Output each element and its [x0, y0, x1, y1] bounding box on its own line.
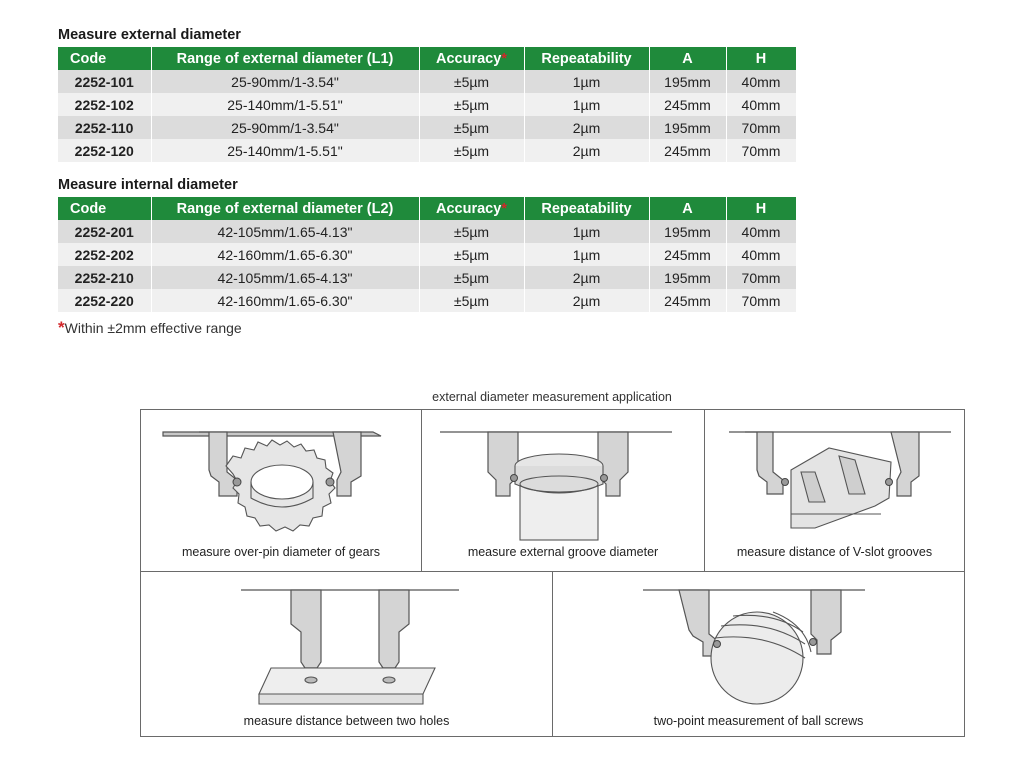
- table-row: [58, 289, 796, 312]
- accuracy-asterisk: *: [501, 50, 507, 67]
- header-a: A: [649, 197, 726, 220]
- header-h: H: [726, 47, 796, 70]
- cell-range: 42-160mm/1.65-6.30": [151, 243, 419, 266]
- external-section-title: Measure external diameter: [58, 27, 241, 43]
- header-repeatability: Repeatability: [524, 197, 649, 220]
- cell-code: 2252-101: [58, 70, 151, 93]
- cell-accuracy: ±5µm: [419, 116, 524, 139]
- cell-accuracy: ±5µm: [419, 70, 524, 93]
- cell-accuracy: ±5µm: [419, 139, 524, 162]
- table-row: [58, 93, 796, 116]
- caption-groove: measure external groove diameter: [467, 545, 659, 559]
- cell-repeatability: 2µm: [524, 266, 649, 289]
- external-spec-table: [58, 47, 797, 162]
- cell-range: 42-105mm/1.65-4.13": [151, 266, 419, 289]
- header-accuracy: [419, 197, 524, 220]
- header-range: Range of external diameter (L1): [151, 47, 419, 70]
- header-accuracy-label: Accuracy: [436, 200, 502, 217]
- caption-gear: measure over-pin diameter of gears: [181, 545, 380, 559]
- cell-a: 245mm: [649, 243, 726, 266]
- accuracy-asterisk: *: [501, 200, 507, 217]
- cell-a: 195mm: [649, 266, 726, 289]
- cell-repeatability: 2µm: [524, 139, 649, 162]
- cell-range: 25-140mm/1-5.51": [151, 139, 419, 162]
- header-code: Code: [58, 47, 151, 70]
- caption-ballscrew: two-point measurement of ball screws: [653, 714, 864, 728]
- header-repeatability: Repeatability: [524, 47, 649, 70]
- table-row: [58, 243, 796, 266]
- application-cell-gear: [140, 409, 422, 572]
- cell-h: 40mm: [726, 220, 796, 243]
- holes-measurement-illustration: [141, 572, 553, 737]
- table-row: [58, 139, 796, 162]
- cell-accuracy: ±5µm: [419, 243, 524, 266]
- cell-accuracy: ±5µm: [419, 289, 524, 312]
- header-h: H: [726, 197, 796, 220]
- cell-h: 70mm: [726, 289, 796, 312]
- header-accuracy: [419, 47, 524, 70]
- footnote-asterisk: *: [58, 318, 65, 337]
- cell-accuracy: ±5µm: [419, 93, 524, 116]
- application-cell-groove: [421, 409, 705, 572]
- cell-repeatability: 1µm: [524, 70, 649, 93]
- cell-code: 2252-220: [58, 289, 151, 312]
- cell-repeatability: 1µm: [524, 243, 649, 266]
- cell-code: 2252-201: [58, 220, 151, 243]
- cell-repeatability: 1µm: [524, 93, 649, 116]
- header-a: A: [649, 47, 726, 70]
- cell-accuracy: ±5µm: [419, 266, 524, 289]
- applications-title: external diameter measurement application: [432, 390, 672, 404]
- cell-a: 245mm: [649, 139, 726, 162]
- cell-h: 40mm: [726, 70, 796, 93]
- header-range: Range of external diameter (L2): [151, 197, 419, 220]
- table-row: [58, 70, 796, 93]
- cell-h: 70mm: [726, 139, 796, 162]
- cell-range: 42-160mm/1.65-6.30": [151, 289, 419, 312]
- cell-h: 40mm: [726, 243, 796, 266]
- caption-holes: measure distance between two holes: [243, 714, 450, 728]
- cell-code: 2252-102: [58, 93, 151, 116]
- cell-accuracy: ±5µm: [419, 220, 524, 243]
- table-row: [58, 116, 796, 139]
- footnote-text: Within ±2mm effective range: [64, 320, 242, 336]
- cell-code: 2252-120: [58, 139, 151, 162]
- cell-code: 2252-110: [58, 116, 151, 139]
- header-code: Code: [58, 197, 151, 220]
- table-header-row: [58, 197, 796, 220]
- cell-h: 70mm: [726, 116, 796, 139]
- footnote: [58, 318, 242, 338]
- internal-spec-table: [58, 197, 797, 312]
- table-row: [58, 266, 796, 289]
- application-cell-vslot: [704, 409, 965, 572]
- cell-h: 40mm: [726, 93, 796, 116]
- cell-a: 195mm: [649, 70, 726, 93]
- application-cell-holes: [140, 571, 553, 737]
- cell-code: 2252-210: [58, 266, 151, 289]
- cell-a: 245mm: [649, 93, 726, 116]
- cell-range: 42-105mm/1.65-4.13": [151, 220, 419, 243]
- table-row: [58, 220, 796, 243]
- cell-range: 25-90mm/1-3.54": [151, 116, 419, 139]
- application-cell-ballscrew: [552, 571, 965, 737]
- cell-a: 195mm: [649, 220, 726, 243]
- cell-a: 195mm: [649, 116, 726, 139]
- cell-code: 2252-202: [58, 243, 151, 266]
- cell-h: 70mm: [726, 266, 796, 289]
- cell-repeatability: 2µm: [524, 116, 649, 139]
- cell-range: 25-140mm/1-5.51": [151, 93, 419, 116]
- caption-vslot: measure distance of V-slot grooves: [736, 545, 933, 559]
- cell-repeatability: 1µm: [524, 220, 649, 243]
- cell-a: 245mm: [649, 289, 726, 312]
- cell-range: 25-90mm/1-3.54": [151, 70, 419, 93]
- header-accuracy-label: Accuracy: [436, 50, 502, 67]
- cell-repeatability: 2µm: [524, 289, 649, 312]
- table-header-row: [58, 47, 796, 70]
- ballscrew-measurement-illustration: [553, 572, 965, 737]
- internal-section-title: Measure internal diameter: [58, 177, 238, 193]
